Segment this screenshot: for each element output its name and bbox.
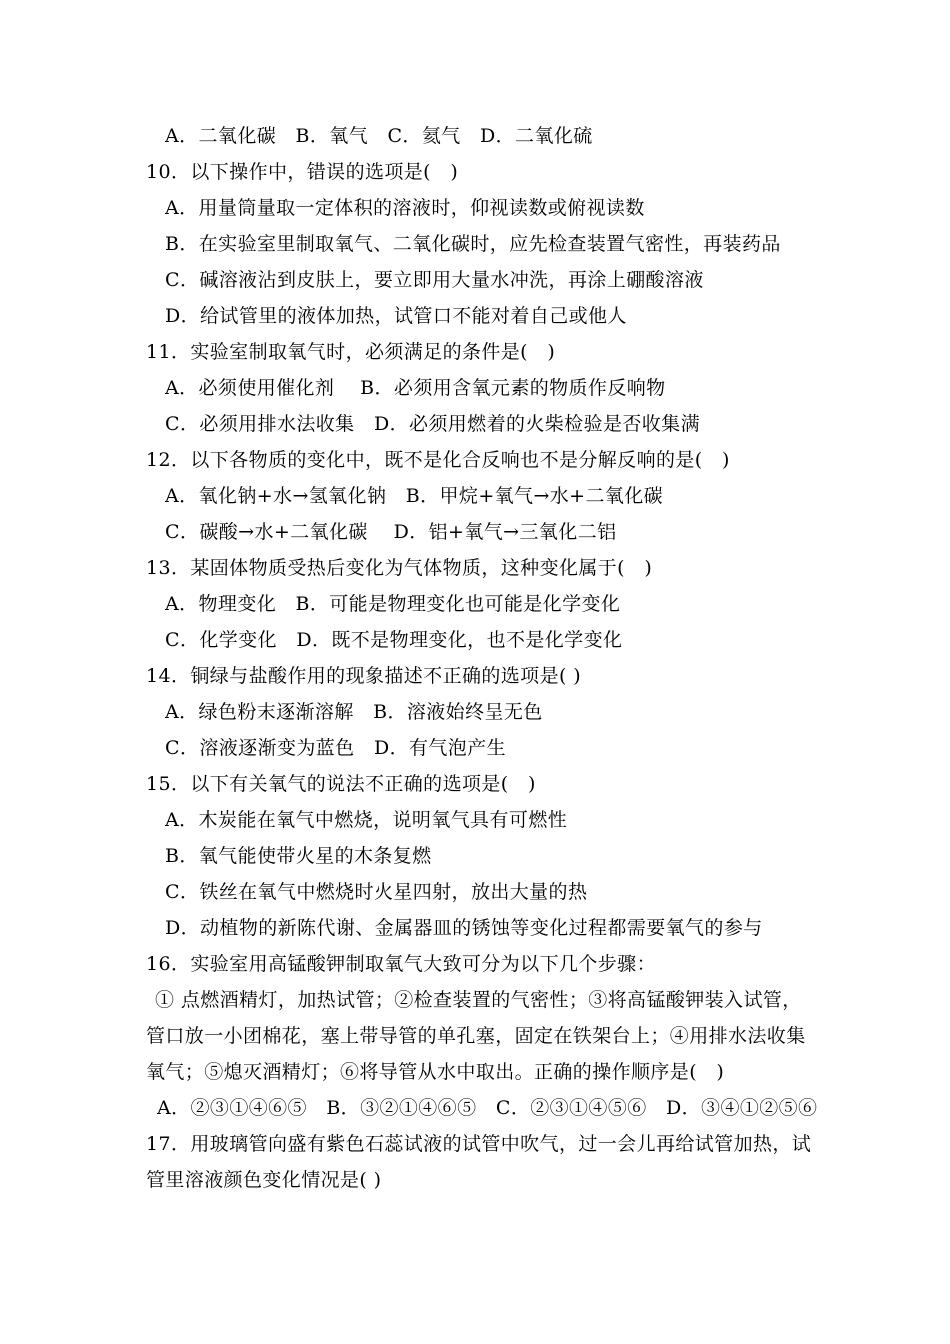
q14-options-ab: A．绿色粉末逐渐溶解 B．溶液始终呈无色 [165,701,543,723]
q16-steps-line-1: ① 点燃酒精灯，加热试管；②检查装置的气密性；③将高锰酸钾装入试管， [155,989,802,1011]
q17-stem-line-2: 管里溶液颜色变化情况是( ) [146,1169,382,1191]
q12-options-cd: C．碳酸→水+二氧化碳 D．铝+氧气→三氧化二铝 [165,521,617,543]
q13-options-ab: A．物理变化 B．可能是物理变化也可能是化学变化 [165,593,621,615]
q14-stem: 14．铜绿与盐酸作用的现象描述不正确的选项是( ) [146,665,582,687]
q12-stem: 12．以下各物质的变化中，既不是化合反响也不是分解反响的是( ) [146,449,730,471]
q16-options: A．②③①④⑥⑤ B．③②①④⑥⑤ C．②③①④⑤⑥ D．③④①②⑤⑥ [157,1097,818,1119]
q10-stem: 10．以下操作中，错误的选项是( ) [146,161,459,183]
q16-steps-line-3: 氧气；⑤熄灭酒精灯；⑥将导管从水中取出。正确的操作顺序是( ) [146,1061,725,1083]
q14-options-cd: C．溶液逐渐变为蓝色 D．有气泡产生 [165,737,506,759]
q10-option-d: D．给试管里的液体加热，试管口不能对着自己或他人 [165,305,627,327]
q12-options-ab: A．氧化钠+水→氢氧化钠 B．甲烷+氧气→水+二氧化碳 [165,485,664,507]
q10-option-b: B．在实验室里制取氧气、二氧化碳时，应先检查装置气密性，再装药品 [165,233,781,255]
q16-stem: 16．实验室用高锰酸钾制取氧气大致可分为以下几个步骤： [146,953,656,975]
q15-option-d: D．动植物的新陈代谢、金属器皿的锈蚀等变化过程都需要氧气的参与 [165,917,763,939]
q15-option-a: A．木炭能在氧气中燃烧，说明氧气具有可燃性 [165,809,568,831]
q15-option-c: C．铁丝在氧气中燃烧时火星四射，放出大量的热 [165,881,588,903]
q10-option-c: C．碱溶液沾到皮肤上，要立即用大量水冲洗，再涂上硼酸溶液 [165,269,704,291]
q15-option-b: B．氧气能使带火星的木条复燃 [165,845,432,867]
q10-option-a: A．用量筒量取一定体积的溶液时，仰视读数或俯视读数 [165,197,645,219]
q16-steps-line-2: 管口放一小团棉花，塞上带导管的单孔塞，固定在铁架台上；④用排水法收集 [146,1025,806,1047]
q15-stem: 15．以下有关氧气的说法不正确的选项是( ) [146,773,536,795]
q11-options-ab: A．必须使用催化剂 B．必须用含氧元素的物质作反响物 [165,377,666,399]
q17-stem-line-1: 17．用玻璃管向盛有紫色石蕊试液的试管中吹气，过一会儿再给试管加热，试 [146,1133,812,1155]
q11-stem: 11．实验室制取氧气时，必须满足的条件是( ) [146,341,556,363]
q11-options-cd: C．必须用排水法收集 D．必须用燃着的火柴检验是否收集满 [165,413,700,435]
q13-options-cd: C．化学变化 D．既不是物理变化，也不是化学变化 [165,629,623,651]
q9-options: A．二氧化碳 B．氧气 C．氦气 D．二氧化硫 [165,125,593,147]
q13-stem: 13．某固体物质受热后变化为气体物质，这种变化属于( ) [146,557,653,579]
